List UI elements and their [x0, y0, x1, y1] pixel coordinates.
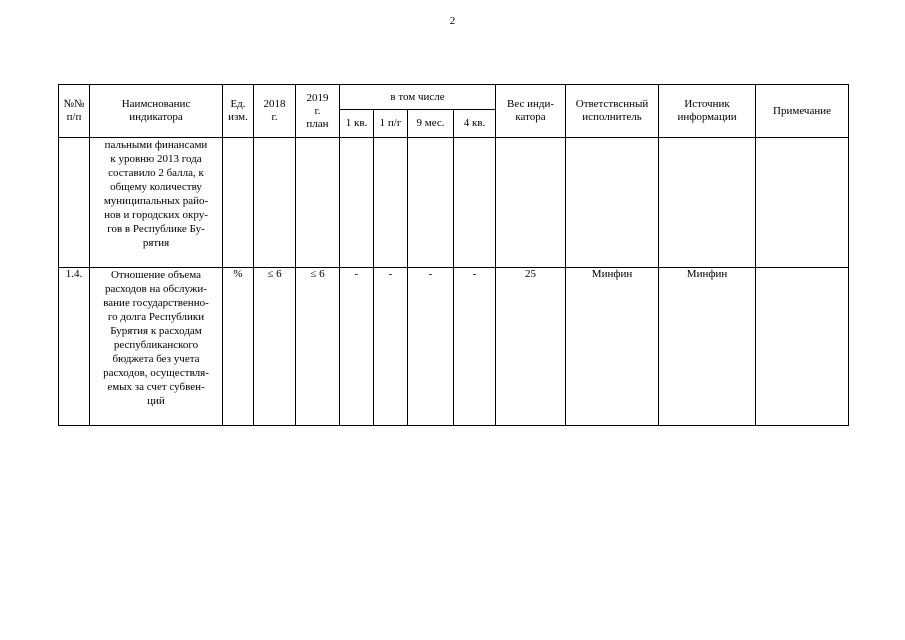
cell-source: Минфин — [659, 268, 756, 426]
cell-num: 1.4. — [59, 268, 90, 426]
cell-q4: - — [454, 268, 496, 426]
indicators-table — [58, 84, 849, 426]
header-9m: 9 мес. — [408, 110, 454, 138]
cell-2019 — [296, 138, 340, 268]
cell-note — [756, 268, 849, 426]
cell-name: Отношение объема расходов на обслужи- вание государственно- го долга Республики Бурятия к расходам республиканского бюджета без учета расходов, осуществля- емых за счет субвен- ций — [90, 268, 223, 426]
header-responsible: Ответствснный исполнитель — [566, 85, 659, 138]
table-row — [59, 268, 849, 426]
page-number: 2 — [449, 15, 456, 27]
header-name: Наимснованис индикатора — [90, 85, 223, 138]
cell-9m — [408, 138, 454, 268]
header-source: Источник информации — [659, 85, 756, 138]
cell-name: пальными финансами к уровню 2013 года составило 2 балла, к общему количеству муниципальных райо- нов и городских окру- гов в Республике Бу- рятия — [90, 138, 223, 268]
header-weight: Вес инди- катора — [496, 85, 566, 138]
header-q1: 1 кв. — [340, 110, 374, 138]
cell-2018: ≤ 6 — [254, 268, 296, 426]
cell-2018 — [254, 138, 296, 268]
cell-responsible — [566, 138, 659, 268]
cell-weight: 25 — [496, 268, 566, 426]
cell-h1 — [374, 138, 408, 268]
cell-h1: - — [374, 268, 408, 426]
cell-source — [659, 138, 756, 268]
header-q4: 4 кв. — [454, 110, 496, 138]
cell-q4 — [454, 138, 496, 268]
header-including: в том числе — [340, 85, 496, 110]
header-2018: 2018 г. — [254, 85, 296, 138]
header-unit: Ед. изм. — [223, 85, 254, 138]
header-num: №№ п/п — [59, 85, 90, 138]
header-h1: 1 п/г — [374, 110, 408, 138]
cell-q1: - — [340, 268, 374, 426]
cell-weight — [496, 138, 566, 268]
cell-unit — [223, 138, 254, 268]
cell-q1 — [340, 138, 374, 268]
header-2019-plan: 2019 г. план — [296, 85, 340, 138]
table-row — [59, 138, 849, 268]
cell-2019: ≤ 6 — [296, 268, 340, 426]
cell-num — [59, 138, 90, 268]
cell-responsible: Минфин — [566, 268, 659, 426]
header-note: Примечание — [756, 85, 849, 138]
cell-9m: - — [408, 268, 454, 426]
cell-unit: % — [223, 268, 254, 426]
cell-note — [756, 138, 849, 268]
